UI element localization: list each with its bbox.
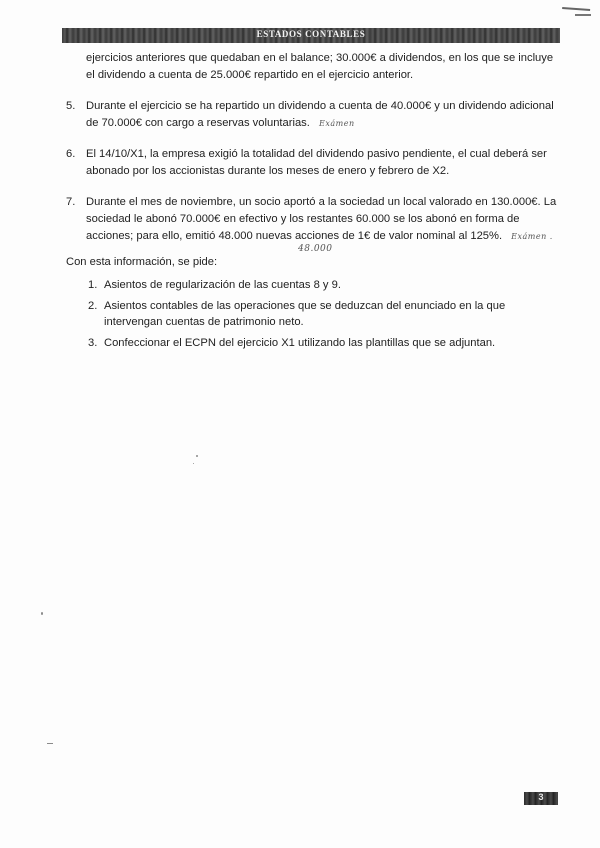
task-3-text: Confeccionar el ECPN del ejercicio X1 utilizando las plantillas que se adjuntan.	[104, 337, 496, 349]
page-number: 3	[538, 792, 544, 802]
task-2-line-1	[104, 298, 558, 315]
scan-speck	[193, 463, 194, 464]
scan-corner-mark-small	[575, 14, 591, 16]
header-band	[62, 28, 560, 43]
continuation-paragraph-line-2-wrap	[86, 67, 558, 84]
item-7-handwritten-note: 48.000	[298, 244, 333, 254]
task-1-number: 1.	[88, 279, 98, 291]
item-6-text-1: El 14/10/X1, la empresa exigió la totalidad del dividendo pasivo pendiente, el cual deberá ser	[86, 148, 547, 160]
item-7-line-2	[86, 211, 558, 228]
continuation-paragraph	[86, 50, 558, 67]
item-7-text-2: sociedad le abonó 70.000€ en efectivo y los restantes 60.000 se los abonó en forma de	[86, 213, 520, 225]
task-2-text-1: Asientos contables de las operaciones que se deduzcan del enunciado en la que	[104, 300, 506, 312]
item-7-text-3: acciones; para ello, emitió 48.000 nuevas acciones de 1€ de valor nominal al 125%.	[86, 230, 503, 242]
item-6-line-2	[86, 163, 558, 180]
item-5-text-2: de 70.000€ con cargo a reservas voluntarias.	[86, 117, 310, 129]
task-2-number: 2.	[88, 300, 98, 312]
item-7-number: 7.	[66, 196, 76, 208]
task-3-number: 3.	[88, 337, 98, 349]
continuation-line-2: el dividendo a cuenta de 25.000€ repartido en el ejercicio anterior.	[86, 69, 414, 81]
task-1-text: Asientos de regularización de las cuentas 8 y 9.	[104, 279, 341, 291]
item-6-number: 6.	[66, 148, 76, 160]
item-5-number: 5.	[66, 100, 76, 112]
item-7-line-3	[86, 228, 558, 245]
item-5-line-2	[86, 115, 558, 132]
task-2-text-2: intervengan cuentas de patrimonio neto.	[104, 316, 304, 328]
scan-speck	[41, 612, 43, 615]
scan-speck	[47, 743, 53, 744]
item-6-text-2: abonado por los accionistas durante los meses de enero y febrero de X2.	[86, 165, 450, 177]
scan-speck	[196, 455, 198, 457]
item-7-text-1: Durante el mes de noviembre, un socio aportó a la sociedad un local valorado en 130.000€. La	[86, 196, 557, 208]
continuation-line-1: ejercicios anteriores que quedaban en el balance; 30.000€ a dividendos, en los que se incluye	[86, 52, 554, 64]
item-7-handwritten-annotation: Exámen .	[511, 232, 553, 241]
request-intro: Con esta información, se pide:	[66, 256, 218, 268]
header-title: ESTADOS CONTABLES	[256, 29, 366, 39]
page-number-box	[524, 792, 558, 805]
item-5-line-1	[86, 98, 558, 115]
item-7-line-1	[86, 194, 558, 211]
item-5-text-1: Durante el ejercicio se ha repartido un dividendo a cuenta de 40.000€ y un dividendo adicional	[86, 100, 554, 112]
item-5-handwritten-annotation: Exámen	[319, 119, 355, 128]
item-6-line-1	[86, 146, 558, 163]
